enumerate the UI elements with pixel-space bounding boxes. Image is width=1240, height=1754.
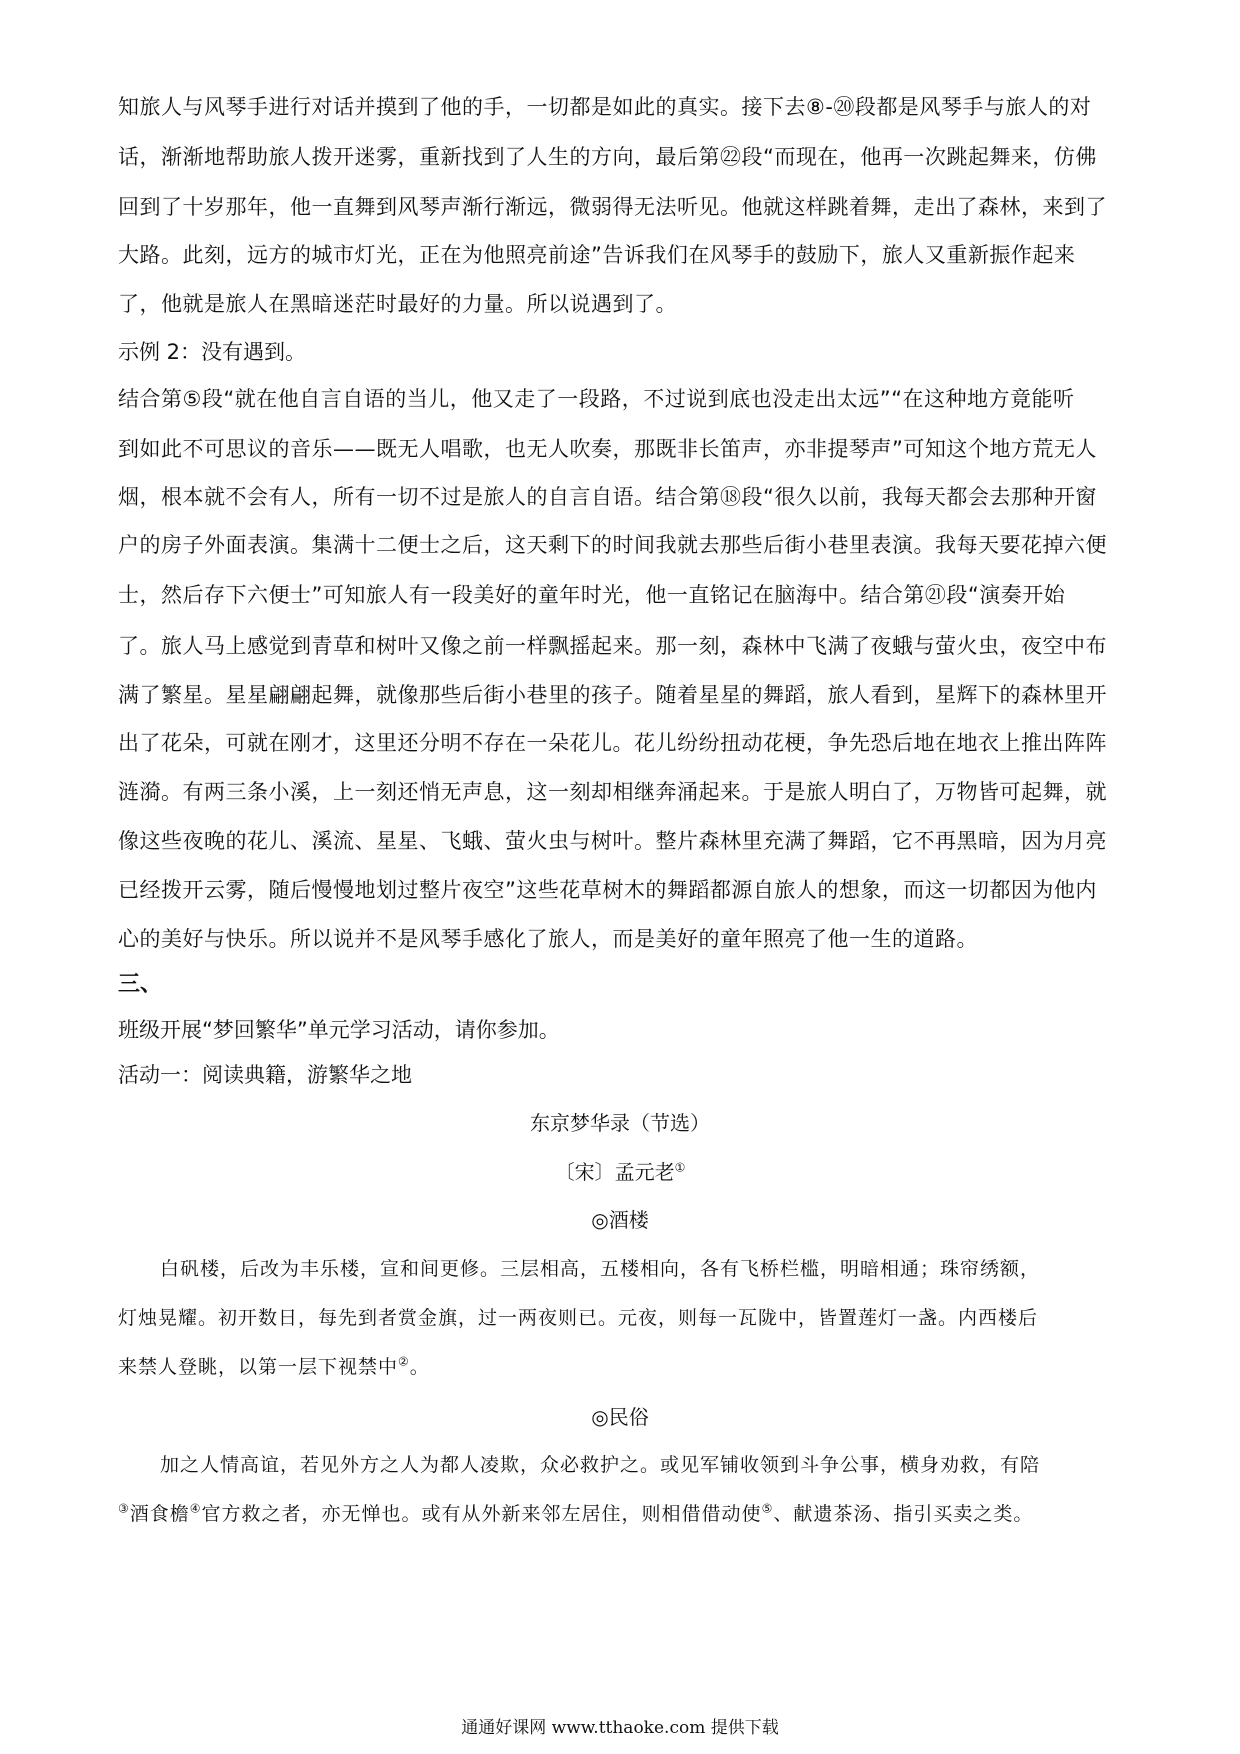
- classical-text: 。: [409, 1356, 430, 1378]
- body-line: 话，渐渐地帮助旅人拨开迷雾，重新找到了人生的方向，最后第㉒段“而现在，他再一次跳起舞来，仿佛: [118, 145, 1097, 169]
- body-line: 已经拨开云雾，随后慢慢地划过整片夜空”这些花草树木的舞蹈都源自旅人的想象，而这一切都因为他内: [118, 878, 1097, 902]
- classical-line: [118, 1352, 1128, 1382]
- body-line: 到如此不可思议的音乐——既无人唱歌，也无人吹奏，那既非长笛声，亦非提琴声”可知这个地方荒无人: [118, 437, 1097, 461]
- text-title: 东京梦华录（节选）: [530, 1111, 710, 1135]
- footnote-marker: ①: [674, 1160, 686, 1175]
- body-line: 士，然后存下六便士”可知旅人有一段美好的童年时光，他一直铭记在脑海中。结合第㉑段“演奏开始: [118, 583, 1066, 607]
- body-line: 像这些夜晚的花儿、溪流、星星、飞蛾、萤火虫与树叶。整片森林里充满了舞蹈，它不再黑暗，因为月亮: [118, 829, 1107, 853]
- subheading-minsu: ◎民俗: [591, 1405, 649, 1429]
- activity-intro: 班级开展“梦回繁华”单元学习活动，请你参加。: [118, 1018, 560, 1042]
- footnote-marker: ④: [189, 1501, 202, 1516]
- body-line: 满了繁星。星星翩翩起舞，就像那些后街小巷里的孩子。随着星星的舞蹈，旅人看到，星辉下的森林里开: [118, 683, 1107, 707]
- section-heading: 三、: [118, 972, 163, 997]
- body-line: 户的房子外面表演。集满十二便士之后，这天剩下的时间我就去那些后街小巷里表演。我每天要花掉六便: [118, 533, 1107, 557]
- activity-title: 活动一：阅读典籍，游繁华之地: [118, 1063, 412, 1087]
- classical-line: 灯烛晃耀。初开数日，每先到者赏金旗，过一两夜则已。元夜，则每一瓦陇中，皆置莲灯一盏。内西楼后: [118, 1307, 1039, 1329]
- body-line: 涟漪。有两三条小溪，上一刻还悄无声息，这一刻却相继奔涌起来。于是旅人明白了，万物皆可起舞，就: [118, 780, 1107, 804]
- classical-text: 来禁人登眺，以第一层下视禁中: [118, 1356, 399, 1378]
- body-line: 烟，根本就不会有人，所有一切不过是旅人的自言自语。结合第⑱段“很久以前，我每天都会去那种开窗: [118, 485, 1097, 509]
- footnote-marker: ③: [118, 1501, 130, 1516]
- classical-line: 加之人情高谊，若见外方之人为都人凌欺，众必救护之。或见军铺收领到斗争公事，横身劝救，有陪: [160, 1454, 1041, 1476]
- footnote-marker: ②: [398, 1354, 410, 1369]
- classical-text: 酒食檐: [129, 1503, 190, 1525]
- classical-line: 白矾楼，后改为丰乐楼，宣和间更修。三层相高，五楼相向，各有飞桥栏槛，明暗相通；珠帘绣额，: [160, 1258, 1041, 1280]
- body-line: 大路。此刻，远方的城市灯光，正在为他照亮前途”告诉我们在风琴手的鼓励下，旅人又重新振作起来: [118, 243, 1076, 267]
- page-footer: 通通好课网 www.tthaoke.com 提供下载: [461, 1718, 779, 1738]
- subheading-jiulou: ◎酒楼: [591, 1208, 649, 1232]
- body-line: 心的美好与快乐。所以说并不是风琴手感化了旅人，而是美好的童年照亮了他一生的道路。: [118, 927, 978, 951]
- body-line: 出了花朵，可就在刚才，这里还分明不存在一朵花儿。花儿纷纷扭动花梗，争先恐后地在地衣上推出阵阵: [118, 731, 1107, 755]
- classical-text: 、献遗茶汤、指引买卖之类。: [773, 1503, 1034, 1525]
- author-name: 〔宋〕孟元老: [554, 1160, 675, 1184]
- classical-line: [118, 1499, 1128, 1529]
- classical-text: 官方救之者，亦无惮也。或有从外新来邻左居住，则相借借动使: [201, 1503, 762, 1525]
- body-line: 了。旅人马上感觉到青草和树叶又像之前一样飘摇起来。那一刻，森林中飞满了夜蛾与萤火虫，夜空中布: [118, 634, 1107, 658]
- body-line: 回到了十岁那年，他一直舞到风琴声渐行渐远，微弱得无法听见。他就这样跳着舞，走出了森林，来到了: [118, 195, 1107, 219]
- text-author: [0, 1157, 1240, 1187]
- body-line: 知旅人与风琴手进行对话并摸到了他的手，一切都是如此的真实。接下去⑧-⑳段都是风琴手与旅人的对: [118, 95, 1092, 119]
- footnote-marker: ⑤: [761, 1501, 774, 1516]
- body-line: 了，他就是旅人在黑暗迷茫时最好的力量。所以说遇到了。: [118, 292, 677, 316]
- body-line: 结合第⑤段“就在他自言自语的当儿，他又走了一段路，不过说到底也没走出太远”“在这种地方竟能听: [118, 387, 1075, 411]
- example2-label: 示例 2：没有遇到。: [118, 340, 307, 364]
